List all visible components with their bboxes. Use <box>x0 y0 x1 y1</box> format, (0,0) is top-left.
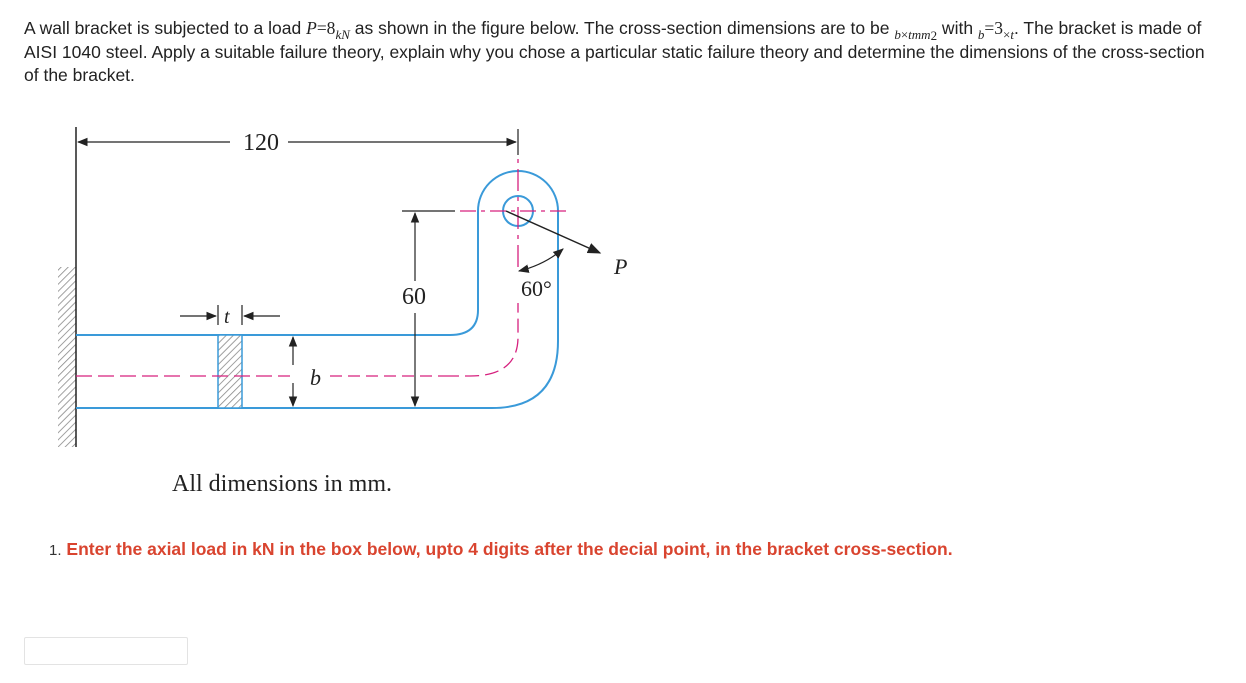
problem-text-3: with <box>937 18 978 38</box>
dim-b-label: b <box>310 365 321 390</box>
area-unit: mm <box>911 27 931 42</box>
area-exponent: 2 <box>930 28 938 43</box>
ratio-b: b <box>977 27 985 42</box>
load-arrow <box>506 211 600 253</box>
dim-60-label: 60 <box>402 284 426 310</box>
load-label: P <box>614 254 628 279</box>
problem-statement <box>24 17 1224 87</box>
ratio-t: t <box>1010 27 1015 42</box>
problem-text-4: . The bracket is made of AISI 1040 steel. Apply a suitable failure theory, explain why you chose a particular static failure theory and determine the dimensions of the cross-section of the bracket. <box>24 18 1205 85</box>
bracket-figure <box>50 115 628 460</box>
question-1 <box>49 539 953 560</box>
question-number: 1. <box>49 542 62 559</box>
ratio-equals: =3 <box>984 18 1004 38</box>
figure-caption: All dimensions in mm. <box>172 471 393 497</box>
dim-t: t <box>908 27 912 42</box>
wall-hatch <box>58 267 76 447</box>
dim-times: × <box>900 27 909 42</box>
ratio-times: × <box>1003 27 1011 42</box>
cross-section <box>218 335 242 408</box>
load-equals: =8 <box>316 18 336 38</box>
answer-input[interactable] <box>24 637 188 665</box>
angle-label: 60° <box>521 276 552 301</box>
centerlines <box>76 153 570 376</box>
question-text: Enter the axial load in kN in the box below, upto 4 digits after the decial point, in the bracket cross-section. <box>66 539 953 559</box>
angle-arc <box>519 249 563 271</box>
dim-b: b <box>894 27 901 42</box>
dim-120-label: 120 <box>243 130 279 156</box>
load-symbol: P <box>306 18 317 38</box>
load-unit: kN <box>335 27 350 42</box>
dim-t-label: t <box>224 306 230 328</box>
problem-text-1: A wall bracket is subjected to a load <box>24 18 307 38</box>
problem-text-2: as shown in the figure below. The cross-section dimensions are to be <box>349 18 895 38</box>
